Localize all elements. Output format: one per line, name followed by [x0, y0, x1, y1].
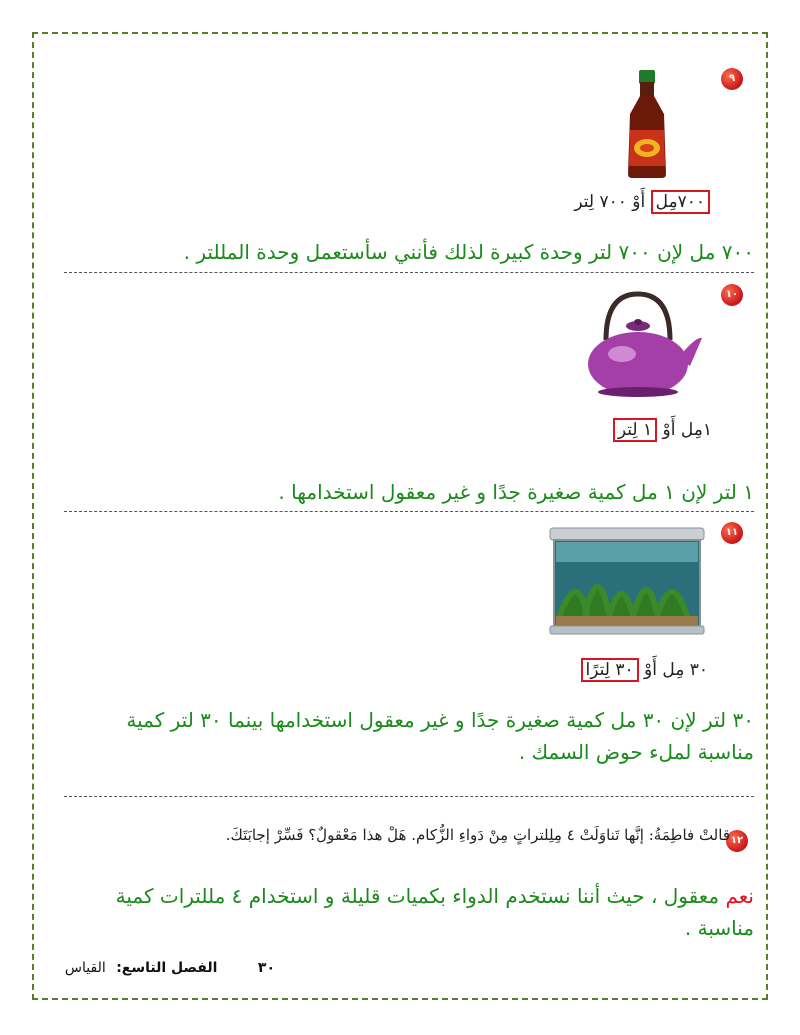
choice-pair	[581, 660, 709, 680]
answer-text: ٧٠٠ مل لإن ٧٠٠ لتر وحدة كبيرة لذلك فأنني سأستعمل وحدة المللتر .	[183, 240, 754, 264]
exercise-number-badge: ٩	[721, 68, 743, 90]
sauce-bottle-image	[622, 70, 672, 178]
other-choice-ml: ٣٠ مِل	[662, 660, 708, 680]
answer-yes-word: نعم	[725, 884, 754, 908]
other-choice-ml: ١مِل	[680, 420, 712, 440]
chapter-label: الفصل التاسع:	[116, 960, 218, 976]
exercise-number-badge: ١٢	[726, 830, 748, 852]
aquarium-image	[548, 524, 706, 636]
divider	[64, 511, 754, 512]
exercise-number-badge: ١١	[721, 522, 743, 544]
exercise-number-badge: ١٠	[721, 284, 743, 306]
answer-explanation: معقول ، حيث أننا نستخدم الدواء بكميات قليلة و استخدام ٤ مللترات كمية مناسبة .	[115, 884, 754, 940]
correct-choice-liter: ٣٠ لِترًا	[581, 658, 639, 682]
answer-text	[54, 880, 754, 944]
other-choice-liter: ٧٠٠ لِتر	[574, 192, 627, 212]
choice-pair	[574, 192, 710, 212]
answer-text: ٣٠ لتر لإن ٣٠ مل كمية صغيرة جدًا و غير معقول استخدامها بينما ٣٠ لتر كمية مناسبة لملء حوض السمك .	[126, 708, 754, 764]
or-word: أَوْ	[632, 192, 646, 212]
question-text: قالتْ فاطِمَةُ: إنَّها تَناوَلَتْ ٤ مِلِلتراتٍ مِنْ دَواءِ الزُّكام. هَلْ هذا مَعْقولٌ؟ فَسِّرْ إجابَتَكَ.	[225, 826, 730, 844]
correct-choice-liter: ١ لِتر	[613, 418, 657, 442]
answer-text: ١ لتر لإن ١ مل كمية صغيرة جدًا و غير معقول استخدامها .	[278, 480, 754, 504]
page-number: ٣٠	[257, 960, 275, 976]
divider	[64, 796, 754, 797]
kettle-image	[578, 288, 704, 400]
correct-choice-ml: ٧٠٠مِل	[651, 190, 710, 214]
page-footer	[65, 960, 275, 976]
or-word: أَوْ	[644, 660, 657, 680]
or-word: أَوْ	[662, 420, 676, 440]
divider	[64, 272, 754, 273]
chapter-topic: القياس	[64, 960, 106, 976]
choice-pair	[613, 420, 712, 440]
